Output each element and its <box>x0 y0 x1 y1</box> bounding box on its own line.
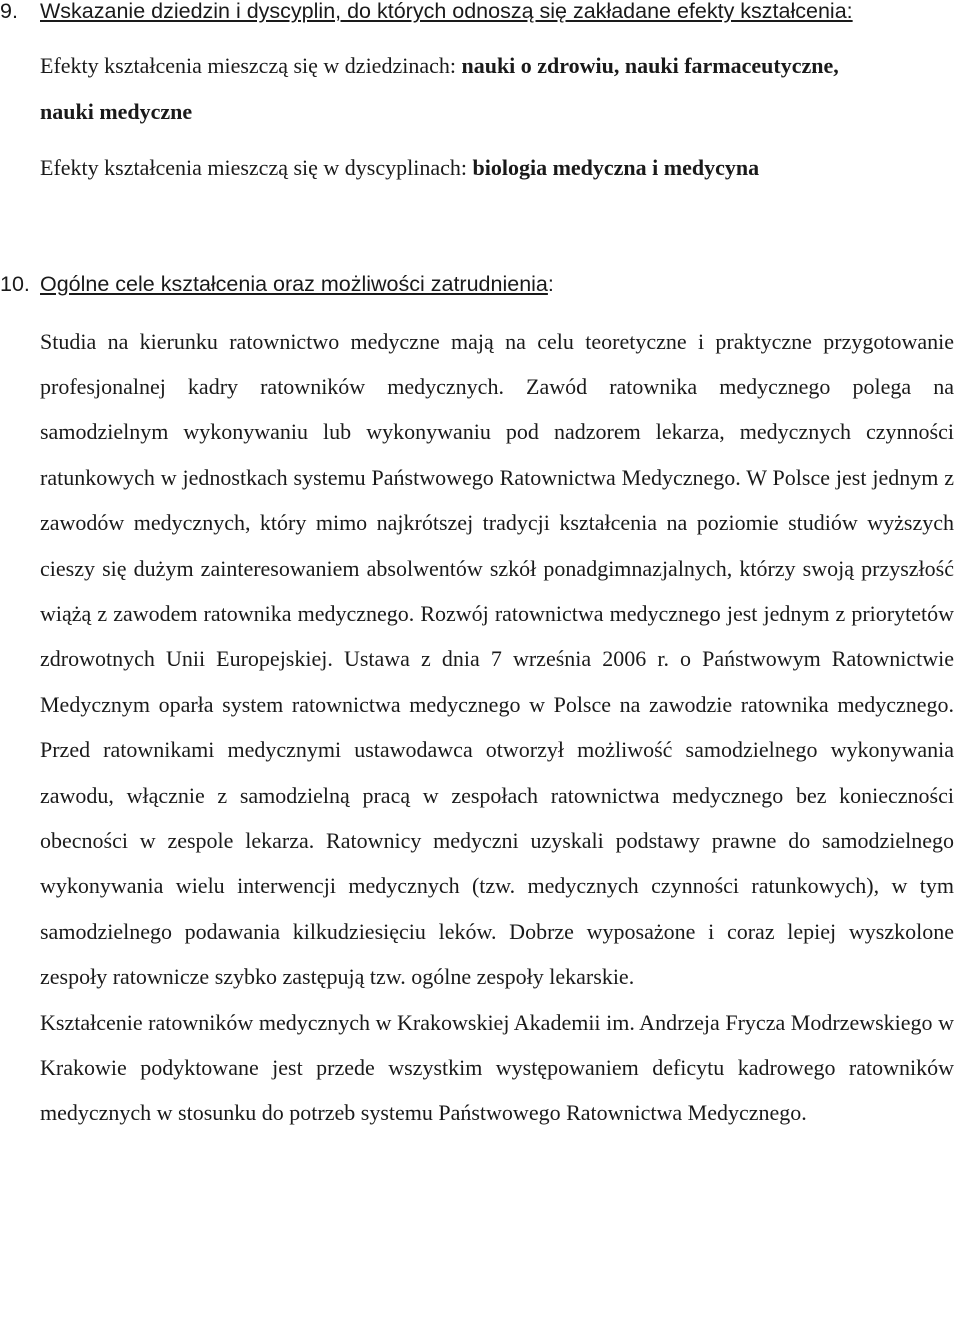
section-9-number: 9. <box>0 0 18 23</box>
disciplines-values: biologia medyczna i medycyna <box>472 155 760 180</box>
section-9-disciplines <box>40 145 954 191</box>
section-9-heading <box>0 0 954 25</box>
domains-values: nauki o zdrowiu, nauki farmaceutyczne, nauki medyczne <box>40 53 839 124</box>
section-10-number: 10. <box>0 271 30 296</box>
section-10-paragraph-1: Studia na kierunku ratownictwo medyczne mają na celu teoretyczne i praktyczne przygotowanie profesjonalnej kadry ratowników medycznych. Zawód ratownika medycznego polega na samodzielnym wykonywaniu lub wykonywaniu pod nadzorem lekarza, medycznych czynności ratunkowych w jednostkach systemu Państwowego Ratownictwa Medycznego. W Polsce jest jednym z zawodów medycznych, który mimo najkrótszej tradycji kształcenia na poziomie studiów wyższych cieszy się dużym zainteresowaniem absolwentów szkół ponadgimnazjalnych, którzy swoją przyszłość wiążą z zawodem ratownika medycznego. Rozwój ratownictwa medycznego jest jednym z priorytetów zdrowotnych Unii Europejskiej. Ustawa z dnia 7 września 2006 r. o Państwowym Ratownictwie Medycznym oparła system ratownictwa medycznego w Polsce na zawodzie ratownika medycznego. Przed ratownikami medycznymi ustawodawca otworzył możliwość samodzielnego wykonywania zawodu, włącznie z samodzielną pracą w zespołach ratownictwa medycznego bez konieczności obecności w zespole lekarza. Ratownicy medyczni uzyskali podstawy prawne do samodzielnego wykonywania wielu interwencji medycznych (tzw. medycznych czynności ratunkowych), w tym samodzielnego podawania kilkudziesięciu leków. Dobrze wyposażone i coraz lepiej wyszkolone zespoły ratownicze szybko zastępują tzw. ogólne zespoły lekarskie. <box>40 328 954 990</box>
section-10-paragraph-2: Kształcenie ratowników medycznych w Krakowskiej Akademii im. Andrzeja Frycza Modrzewskiego w Krakowie podyktowane jest przede wszystkim występowaniem deficytu kadrowego ratowników medycznych w stosunku do potrzeb systemu Państwowego Ratownictwa Medycznego. <box>40 1009 954 1126</box>
section-9-domains <box>40 43 840 134</box>
section-10-title: Ogólne cele kształcenia oraz możliwości zatrudnienia <box>40 271 548 296</box>
section-10-colon: : <box>547 271 554 296</box>
disciplines-prefix: Efekty kształcenia mieszczą się w dyscyplinach: <box>40 155 473 180</box>
domains-prefix: Efekty kształcenia mieszczą się w dziedzinach: <box>40 53 462 78</box>
section-10-heading <box>0 270 954 298</box>
section-9-title: Wskazanie dziedzin i dyscyplin, do których odnoszą się zakładane efekty kształcenia: <box>40 0 853 23</box>
